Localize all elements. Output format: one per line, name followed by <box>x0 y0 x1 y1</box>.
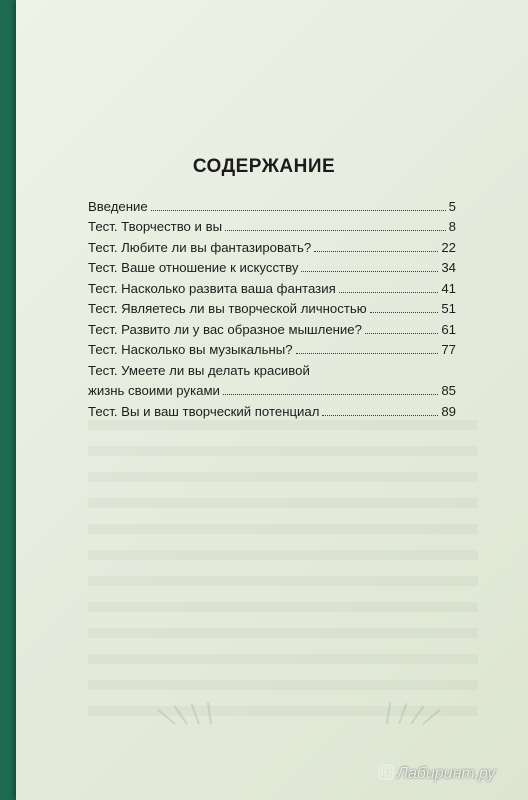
toc-leader-dots <box>322 415 438 416</box>
toc-entry[interactable] <box>88 215 456 236</box>
toc-entry-page: 85 <box>441 383 456 398</box>
toc-entry-page: 77 <box>441 342 456 357</box>
toc-entry[interactable] <box>88 194 456 215</box>
toc-entry-label: Тест. Вы и ваш творческий потенциал <box>88 403 320 419</box>
toc-entry-label: Тест. Насколько развита ваша фантазия <box>88 280 336 296</box>
toc-leader-dots <box>301 271 438 272</box>
toc-entry-label: Введение <box>88 198 148 214</box>
table-of-contents <box>88 194 456 420</box>
toc-entry-label: Тест. Творчество и вы <box>88 219 223 234</box>
toc-entry-label: Тест. Являетесь ли вы творческой личностью <box>88 301 367 316</box>
toc-entry-page: 41 <box>441 280 456 296</box>
toc-entry-label-line1: Тест. Умеете ли вы делать красивой <box>88 362 310 378</box>
toc-entry-page: 22 <box>441 239 456 255</box>
watermark-text: Лабиринт.ру <box>397 765 496 782</box>
toc-entry[interactable] <box>88 358 456 399</box>
toc-leader-dots <box>370 312 439 313</box>
toc-entry-line <box>88 379 456 400</box>
labyrinth-logo-icon <box>378 764 394 780</box>
toc-entry-page: 61 <box>441 321 456 337</box>
toc-entry-page: 51 <box>441 301 456 316</box>
toc-entry-line <box>88 358 456 379</box>
toc-entry-label: Тест. Любите ли вы фантазировать? <box>88 239 312 255</box>
toc-leader-dots <box>223 394 438 395</box>
ornament-left-icon <box>164 700 234 724</box>
toc-entry[interactable] <box>88 399 456 420</box>
bleed-through-text <box>88 420 478 720</box>
ornament-right-icon <box>366 700 436 724</box>
toc-leader-dots <box>339 292 439 293</box>
toc-entry-page: 8 <box>448 219 456 234</box>
toc-entry-page: 89 <box>441 403 456 419</box>
toc-leader-dots <box>296 353 439 354</box>
toc-entry[interactable] <box>88 256 456 277</box>
page-title: СОДЕРЖАНИЕ <box>192 156 336 177</box>
toc-entry-label: жизнь своими руками <box>88 383 220 398</box>
toc-entry[interactable] <box>88 338 456 359</box>
toc-entry[interactable] <box>88 297 456 318</box>
toc-entry-label: Тест. Развито ли у вас образное мышление? <box>88 321 362 337</box>
toc-leader-dots <box>314 251 438 252</box>
toc-leader-dots <box>365 333 438 334</box>
toc-leader-dots <box>225 230 446 231</box>
toc-leader-dots <box>151 210 446 211</box>
toc-entry[interactable] <box>88 317 456 338</box>
toc-entry-label: Тест. Насколько вы музыкальны? <box>88 342 293 357</box>
toc-entry[interactable] <box>88 235 456 256</box>
toc-entry-page: 34 <box>441 260 456 275</box>
watermark <box>378 764 495 783</box>
toc-entry-page: 5 <box>448 198 456 214</box>
toc-entry-label: Тест. Ваше отношение к искусству <box>88 260 299 275</box>
toc-entry[interactable] <box>88 276 456 297</box>
